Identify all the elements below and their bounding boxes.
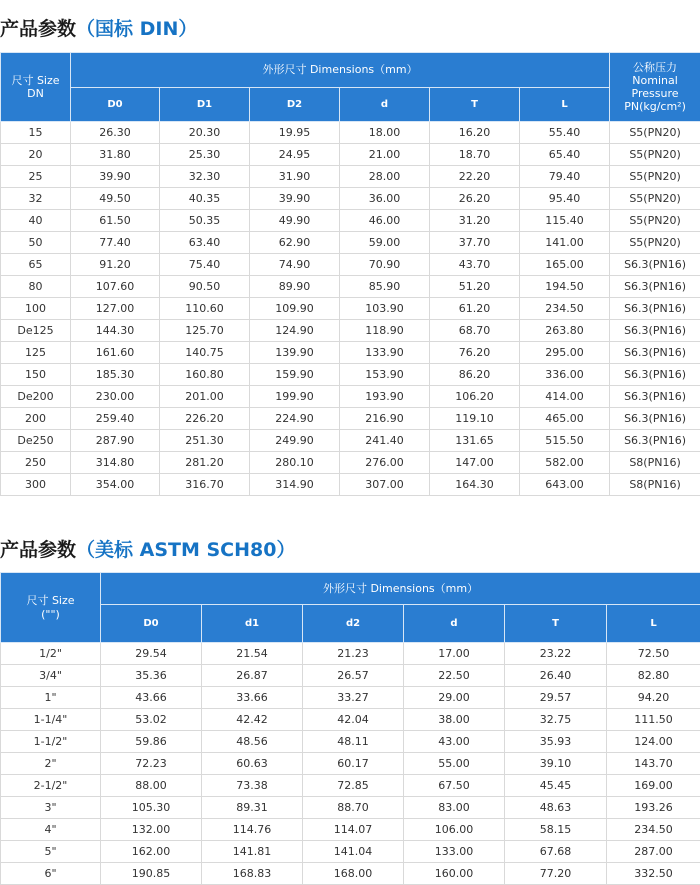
table-cell: 76.20 — [430, 342, 520, 364]
table-cell: 234.50 — [520, 298, 610, 320]
table-cell: 414.00 — [520, 386, 610, 408]
table-cell: 31.80 — [71, 144, 160, 166]
table-cell: 32.30 — [160, 166, 250, 188]
table-row — [1, 320, 700, 342]
table-cell: 28.00 — [340, 166, 430, 188]
table-cell: 18.00 — [340, 122, 430, 144]
table-cell: 22.50 — [404, 665, 505, 687]
table-cell: 287.90 — [71, 430, 160, 452]
table-cell: 336.00 — [520, 364, 610, 386]
table-cell: 224.90 — [250, 408, 340, 430]
table-cell: 42.42 — [202, 709, 303, 731]
table-cell: 316.70 — [160, 474, 250, 496]
table-cell: 141.81 — [202, 841, 303, 863]
table-cell: 29.54 — [101, 643, 202, 665]
table-cell: 35.36 — [101, 665, 202, 687]
table-cell: 125 — [1, 342, 71, 364]
table-cell: 72.23 — [101, 753, 202, 775]
table-cell: 234.50 — [607, 819, 700, 841]
table-cell: 332.50 — [607, 863, 700, 885]
table-cell: 515.50 — [520, 430, 610, 452]
table-cell: 23.22 — [505, 643, 607, 665]
table-cell: 43.70 — [430, 254, 520, 276]
table-cell: 65.40 — [520, 144, 610, 166]
table-row — [1, 144, 700, 166]
table-cell: 119.10 — [430, 408, 520, 430]
table-cell: 251.30 — [160, 430, 250, 452]
table-cell: 307.00 — [340, 474, 430, 496]
table-cell: 1" — [1, 687, 101, 709]
table-cell: 5" — [1, 841, 101, 863]
table-cell: S5(PN20) — [610, 166, 700, 188]
table-cell: 29.00 — [404, 687, 505, 709]
table-cell: S6.3(PN16) — [610, 342, 700, 364]
table-cell: 114.07 — [303, 819, 404, 841]
table-row — [1, 364, 700, 386]
table-cell: 193.26 — [607, 797, 700, 819]
table-cell: 226.20 — [160, 408, 250, 430]
table-cell: 18.70 — [430, 144, 520, 166]
table-cell: 61.20 — [430, 298, 520, 320]
table-cell: S8(PN16) — [610, 474, 700, 496]
table-row — [1, 687, 700, 709]
table-cell: 263.80 — [520, 320, 610, 342]
table-cell: 29.57 — [505, 687, 607, 709]
table-cell: 26.87 — [202, 665, 303, 687]
table-cell: 314.90 — [250, 474, 340, 496]
astm-size-header: 尺寸 Size ("") — [1, 573, 101, 643]
table-cell: S6.3(PN16) — [610, 276, 700, 298]
table-cell: 295.00 — [520, 342, 610, 364]
table-cell: 43.66 — [101, 687, 202, 709]
table-cell: 48.63 — [505, 797, 607, 819]
table-cell: 70.90 — [340, 254, 430, 276]
table-cell: 144.30 — [71, 320, 160, 342]
table-cell: 139.90 — [250, 342, 340, 364]
table-row — [1, 276, 700, 298]
table-cell: 89.90 — [250, 276, 340, 298]
table-cell: De200 — [1, 386, 71, 408]
table-cell: 110.60 — [160, 298, 250, 320]
table-cell: S5(PN20) — [610, 144, 700, 166]
table-cell: 107.60 — [71, 276, 160, 298]
table-cell: 201.00 — [160, 386, 250, 408]
table-cell: 42.04 — [303, 709, 404, 731]
astm-dimensions-header: 外形尺寸 Dimensions（mm） — [101, 573, 700, 605]
table-cell: 74.90 — [250, 254, 340, 276]
table-cell: 59.86 — [101, 731, 202, 753]
table-cell: 125.70 — [160, 320, 250, 342]
table-cell: 3" — [1, 797, 101, 819]
table-cell: 32.75 — [505, 709, 607, 731]
table-cell: 48.11 — [303, 731, 404, 753]
table-cell: 43.00 — [404, 731, 505, 753]
table-cell: 118.90 — [340, 320, 430, 342]
table-cell: 105.30 — [101, 797, 202, 819]
table-cell: S6.3(PN16) — [610, 386, 700, 408]
table-cell: 193.90 — [340, 386, 430, 408]
table-cell: 21.54 — [202, 643, 303, 665]
table-cell: De250 — [1, 430, 71, 452]
table-cell: 40.35 — [160, 188, 250, 210]
table-cell: S5(PN20) — [610, 210, 700, 232]
table-cell: 58.15 — [505, 819, 607, 841]
table-cell: 6" — [1, 863, 101, 885]
table-cell: 67.68 — [505, 841, 607, 863]
table-cell: 37.70 — [430, 232, 520, 254]
table-cell: 168.00 — [303, 863, 404, 885]
table-cell: 26.57 — [303, 665, 404, 687]
table-row — [1, 797, 700, 819]
table-cell: 127.00 — [71, 298, 160, 320]
table-cell: 21.00 — [340, 144, 430, 166]
table-cell: S5(PN20) — [610, 188, 700, 210]
table-cell: 165.00 — [520, 254, 610, 276]
table-cell: 88.70 — [303, 797, 404, 819]
table-cell: 216.90 — [340, 408, 430, 430]
table-row — [1, 731, 700, 753]
table-cell: 141.00 — [520, 232, 610, 254]
table-cell: S6.3(PN16) — [610, 320, 700, 342]
table-cell: 124.90 — [250, 320, 340, 342]
table-cell: 83.00 — [404, 797, 505, 819]
table-cell: 63.40 — [160, 232, 250, 254]
table-cell: 35.93 — [505, 731, 607, 753]
table-cell: 111.50 — [607, 709, 700, 731]
astm-title-prefix: 产品参数 — [0, 539, 76, 561]
table-row — [1, 430, 700, 452]
table-cell: 162.00 — [101, 841, 202, 863]
table-cell: 91.20 — [71, 254, 160, 276]
table-cell: S8(PN16) — [610, 452, 700, 474]
din-column-header: T — [430, 88, 520, 122]
table-cell: 40 — [1, 210, 71, 232]
table-row — [1, 408, 700, 430]
table-cell: S6.3(PN16) — [610, 298, 700, 320]
table-cell: 582.00 — [520, 452, 610, 474]
table-cell: 17.00 — [404, 643, 505, 665]
table-cell: 67.50 — [404, 775, 505, 797]
table-cell: 62.90 — [250, 232, 340, 254]
table-cell: 89.31 — [202, 797, 303, 819]
table-cell: 3/4" — [1, 665, 101, 687]
table-row — [1, 452, 700, 474]
table-cell: 31.90 — [250, 166, 340, 188]
table-cell: 199.90 — [250, 386, 340, 408]
table-cell: 39.10 — [505, 753, 607, 775]
table-cell: 300 — [1, 474, 71, 496]
table-cell: 159.90 — [250, 364, 340, 386]
table-row — [1, 819, 700, 841]
table-cell: 160.00 — [404, 863, 505, 885]
table-cell: 276.00 — [340, 452, 430, 474]
table-cell: 75.40 — [160, 254, 250, 276]
din-pressure-header: 公称压力 Nominal Pressure PN(kg/cm²) — [610, 53, 700, 122]
table-cell: 465.00 — [520, 408, 610, 430]
table-cell: 161.60 — [71, 342, 160, 364]
table-cell: 20.30 — [160, 122, 250, 144]
table-cell: 1-1/4" — [1, 709, 101, 731]
table-cell: 77.40 — [71, 232, 160, 254]
table-cell: 140.75 — [160, 342, 250, 364]
table-cell: 153.90 — [340, 364, 430, 386]
astm-section-title — [0, 535, 295, 562]
table-cell: 55.00 — [404, 753, 505, 775]
table-cell: 59.00 — [340, 232, 430, 254]
table-cell: 60.17 — [303, 753, 404, 775]
table-row — [1, 210, 700, 232]
table-cell: 314.80 — [71, 452, 160, 474]
table-cell: 55.40 — [520, 122, 610, 144]
astm-column-header: L — [607, 605, 700, 643]
table-cell: 194.50 — [520, 276, 610, 298]
table-cell: 50.35 — [160, 210, 250, 232]
table-cell: 33.27 — [303, 687, 404, 709]
table-cell: 21.23 — [303, 643, 404, 665]
table-cell: S6.3(PN16) — [610, 430, 700, 452]
table-cell: 33.66 — [202, 687, 303, 709]
table-cell: 147.00 — [430, 452, 520, 474]
table-row — [1, 665, 700, 687]
table-row — [1, 188, 700, 210]
table-cell: De125 — [1, 320, 71, 342]
table-cell: 250 — [1, 452, 71, 474]
table-cell: 48.56 — [202, 731, 303, 753]
table-row — [1, 122, 700, 144]
table-cell: 26.20 — [430, 188, 520, 210]
astm-column-header: d2 — [303, 605, 404, 643]
table-cell: 65 — [1, 254, 71, 276]
table-cell: 19.95 — [250, 122, 340, 144]
table-cell: 190.85 — [101, 863, 202, 885]
table-cell: 77.20 — [505, 863, 607, 885]
astm-spec-table — [0, 572, 700, 885]
table-cell: 94.20 — [607, 687, 700, 709]
table-cell: 287.00 — [607, 841, 700, 863]
table-cell: 643.00 — [520, 474, 610, 496]
table-row — [1, 386, 700, 408]
table-cell: 141.04 — [303, 841, 404, 863]
table-cell: 16.20 — [430, 122, 520, 144]
table-cell: 95.40 — [520, 188, 610, 210]
table-cell: S6.3(PN16) — [610, 408, 700, 430]
table-row — [1, 298, 700, 320]
table-cell: 160.80 — [160, 364, 250, 386]
table-cell: 150 — [1, 364, 71, 386]
table-cell: 72.85 — [303, 775, 404, 797]
table-row — [1, 841, 700, 863]
astm-title-accent: （美标 ASTM SCH80） — [76, 539, 295, 561]
table-cell: 51.20 — [430, 276, 520, 298]
table-cell: 26.30 — [71, 122, 160, 144]
table-cell: 32 — [1, 188, 71, 210]
table-cell: 46.00 — [340, 210, 430, 232]
table-cell: 86.20 — [430, 364, 520, 386]
table-row — [1, 863, 700, 885]
table-cell: 49.50 — [71, 188, 160, 210]
din-column-header: L — [520, 88, 610, 122]
table-cell: 80 — [1, 276, 71, 298]
table-cell: 20 — [1, 144, 71, 166]
table-cell: 90.50 — [160, 276, 250, 298]
din-column-header: D1 — [160, 88, 250, 122]
din-title-prefix: 产品参数 — [0, 18, 76, 40]
table-cell: 106.00 — [404, 819, 505, 841]
table-cell: 39.90 — [250, 188, 340, 210]
table-cell: 249.90 — [250, 430, 340, 452]
table-cell: S6.3(PN16) — [610, 364, 700, 386]
table-cell: 38.00 — [404, 709, 505, 731]
table-cell: 88.00 — [101, 775, 202, 797]
table-cell: 45.45 — [505, 775, 607, 797]
astm-column-header: d — [404, 605, 505, 643]
table-cell: 61.50 — [71, 210, 160, 232]
table-cell: 2-1/2" — [1, 775, 101, 797]
table-cell: 106.20 — [430, 386, 520, 408]
table-row — [1, 254, 700, 276]
table-cell: 25.30 — [160, 144, 250, 166]
din-size-header: 尺寸 Size DN — [1, 53, 71, 122]
din-section-title — [0, 14, 197, 41]
din-column-header: d — [340, 88, 430, 122]
table-cell: 103.90 — [340, 298, 430, 320]
table-cell: 114.76 — [202, 819, 303, 841]
table-cell: 132.00 — [101, 819, 202, 841]
table-cell: 124.00 — [607, 731, 700, 753]
table-cell: 200 — [1, 408, 71, 430]
table-cell: 241.40 — [340, 430, 430, 452]
din-spec-table — [0, 52, 700, 496]
table-cell: 133.00 — [404, 841, 505, 863]
table-cell: 185.30 — [71, 364, 160, 386]
table-cell: 4" — [1, 819, 101, 841]
table-cell: 143.70 — [607, 753, 700, 775]
table-cell: 24.95 — [250, 144, 340, 166]
table-cell: 50 — [1, 232, 71, 254]
table-row — [1, 709, 700, 731]
table-cell: 82.80 — [607, 665, 700, 687]
table-row — [1, 166, 700, 188]
table-row — [1, 643, 700, 665]
astm-column-header: D0 — [101, 605, 202, 643]
table-cell: 39.90 — [71, 166, 160, 188]
table-cell: 280.10 — [250, 452, 340, 474]
table-cell: 230.00 — [71, 386, 160, 408]
din-title-accent: （国标 DIN） — [76, 18, 197, 40]
table-cell: 31.20 — [430, 210, 520, 232]
table-cell: 1-1/2" — [1, 731, 101, 753]
table-cell: 354.00 — [71, 474, 160, 496]
din-column-header: D0 — [71, 88, 160, 122]
table-row — [1, 474, 700, 496]
table-cell: 169.00 — [607, 775, 700, 797]
table-cell: 36.00 — [340, 188, 430, 210]
table-cell: 25 — [1, 166, 71, 188]
table-row — [1, 753, 700, 775]
table-cell: 26.40 — [505, 665, 607, 687]
table-cell: 79.40 — [520, 166, 610, 188]
table-cell: S5(PN20) — [610, 232, 700, 254]
table-cell: 281.20 — [160, 452, 250, 474]
table-cell: 115.40 — [520, 210, 610, 232]
table-cell: 22.20 — [430, 166, 520, 188]
table-cell: 72.50 — [607, 643, 700, 665]
table-cell: 164.30 — [430, 474, 520, 496]
table-cell: 68.70 — [430, 320, 520, 342]
table-cell: 168.83 — [202, 863, 303, 885]
table-cell: 53.02 — [101, 709, 202, 731]
table-row — [1, 232, 700, 254]
table-cell: 100 — [1, 298, 71, 320]
table-cell: 73.38 — [202, 775, 303, 797]
table-cell: 1/2" — [1, 643, 101, 665]
table-row — [1, 775, 700, 797]
table-cell: 133.90 — [340, 342, 430, 364]
astm-column-header: T — [505, 605, 607, 643]
table-row — [1, 342, 700, 364]
table-cell: 2" — [1, 753, 101, 775]
table-cell: 85.90 — [340, 276, 430, 298]
table-cell: 60.63 — [202, 753, 303, 775]
table-cell: 49.90 — [250, 210, 340, 232]
din-dimensions-header: 外形尺寸 Dimensions（mm） — [71, 53, 610, 88]
astm-column-header: d1 — [202, 605, 303, 643]
table-cell: S5(PN20) — [610, 122, 700, 144]
table-cell: 259.40 — [71, 408, 160, 430]
table-cell: S6.3(PN16) — [610, 254, 700, 276]
table-cell: 131.65 — [430, 430, 520, 452]
table-cell: 109.90 — [250, 298, 340, 320]
din-column-header: D2 — [250, 88, 340, 122]
table-cell: 15 — [1, 122, 71, 144]
